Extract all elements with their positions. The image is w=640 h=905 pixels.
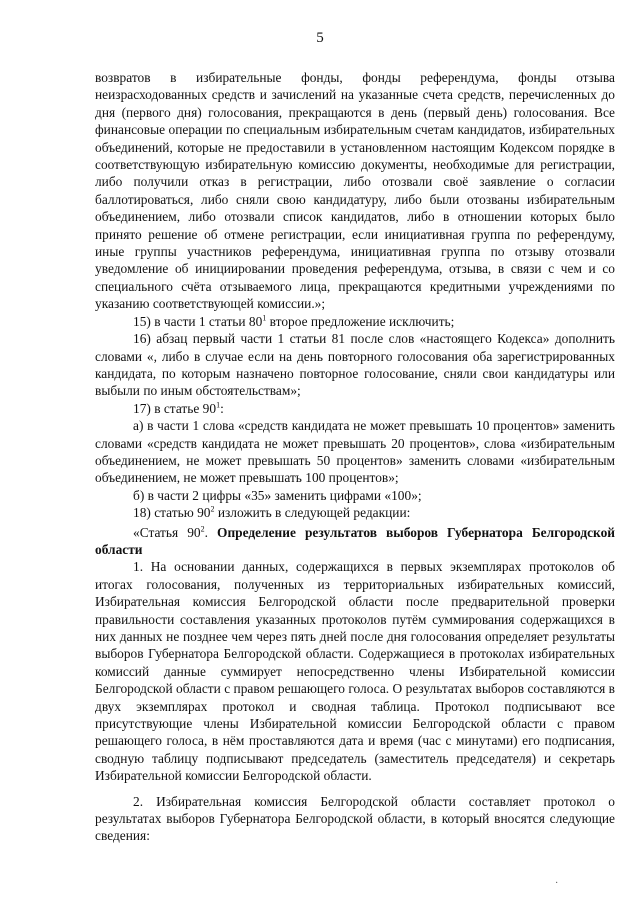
article-number-start: «Статья 90 [133,524,201,540]
paragraph-part-2: 2. Избирательная комиссия Белгородской области составляет протокол о результатах выборов Губернатора Белгородской области, в который вносятся следующие сведения: [95,793,615,844]
scan-mark: · [555,878,559,889]
paragraph-item-17a: а) в части 1 слова «средств кандидата не может превышать 10 процентов» заменить словами «средств кандидата не может превышать 20 процентов», слова «избирательным объединением, не может превышать 50 процентов» заменить словами «избирательным объединением, не может превышать 100 процентов»; [95,418,615,486]
item-18-text-start: 18) статью 90 [133,505,211,521]
article-number-superscript: 2 [200,524,205,534]
paragraph-part-1: 1. На основании данных, содержащихся в первых экземплярах протоколов об итогах голосования, полученных из территориальных избирательных комиссий, Избирательная комиссия Белгородской области после предварительной проверки правильности составления указанных протоколов путём суммирования содержащихся в них данных не позднее чем через пять дней после дня голосования определяет результаты выборов Губернатора Белгородской области. Содержащиеся в протоколах избирательных комиссий данные суммирует непосредственно члены Избирательной комиссии Белгородской области с правом решающего голоса. О результатах выборов составляются в двух экземплярах протокол и сводная таблица. Протокол подписывают все присутствующие члены Избирательной комиссии Белгородской области с правом решающего голоса, в нём проставляются дата и время (час с минутами) его подписания, сводную таблицу подписывают председатель (заместитель председателя) и секретарь Избирательной комиссии Белгородской области. [95,559,615,784]
paragraph-item-15 [95,313,615,330]
item-15-text-start: 15) в части 1 статьи 80 [133,313,263,329]
page-number: 5 [316,30,324,46]
item-17-superscript: 1 [216,400,221,410]
article-number-end: . [204,524,218,540]
item-15-superscript: 1 [262,313,267,323]
paragraph-item-16: 16) абзац первый части 1 статьи 81 после слов «настоящего Кодекса» дополнить словами «, либо в случае если на день повторного голосования оба зарегистрированных кандидата, по которым назначено повторное голосование, сняли свои кандидатуры или выбыли по иным обстоятельствам»; [95,331,615,399]
paragraph-item-17b: б) в части 2 цифры «35» заменить цифрами «100»; [133,487,422,503]
item-18-text-end: изложить в следующей редакции: [214,505,411,521]
paragraph-item-18 [95,504,615,521]
paragraph-item-17 [95,400,615,417]
paragraph-continuation: возвратов в избирательные фонды, фонды референдума, фонды отзыва неизрасходованных средств и зачислений на указанные счета средств, перечисленных до дня (первого дня) голосования, прекращаются в день (первый день) голосования. Все финансовые операции по специальным избирательным счетам кандидатов, избирательных объединений, которые не предоставили в установленном настоящим Кодексом порядке в соответствующую избирательную комиссию документы, необходимые для регистрации, либо получили отказ в регистрации, либо отозвали своё заявление о согласии баллотироваться, либо сняли свою кандидатуру, либо были отозваны избирательным объединением, либо отозвали список кандидатов, либо в отношении которых было принято решение об отмене регистрации, если инициативная группа по референдуму, иные группы участников референдума, инициативная группа по отзыву отозвали уведомление об инициировании проведения референдума, отзыва, в связи с чем и со специального счёта отзываемого лица, прекращаются кредитными учреждениями по указанию соответствующей комиссии.»; [95,70,615,312]
item-17-text-end: : [220,400,224,416]
article-title: Определение результатов выборов Губернатора Белгородской области [95,524,615,557]
item-17-text-start: 17) в статье 90 [133,400,217,416]
item-18-superscript: 2 [210,504,215,514]
article-heading [95,524,615,559]
document-body [95,69,615,845]
item-15-text-end: второе предложение исключить; [266,313,455,329]
